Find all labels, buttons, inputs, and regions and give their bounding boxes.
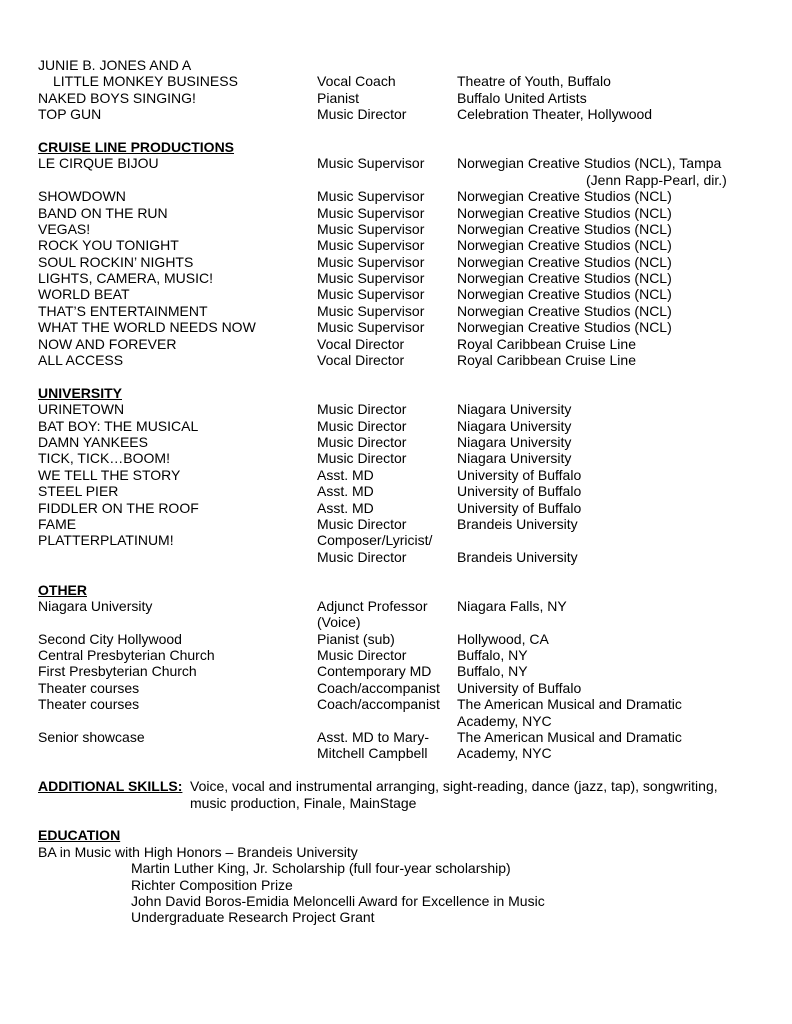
role: Music Supervisor	[317, 188, 425, 205]
role: Vocal Director	[317, 335, 405, 352]
role: Music Supervisor	[317, 319, 425, 336]
role: Pianist	[317, 89, 360, 106]
role: Contemporary MD	[317, 663, 432, 680]
venue: Brandeis University	[457, 515, 578, 532]
credit-row	[38, 303, 758, 319]
show-title: Niagara University	[38, 597, 153, 614]
credit-row	[38, 205, 758, 221]
role: Asst. MD to Mary-	[317, 729, 430, 746]
role: Music Director	[317, 450, 407, 467]
venue: University of Buffalo	[457, 499, 582, 516]
show-title: Theater courses	[38, 679, 140, 696]
credit-row	[38, 713, 758, 729]
role: Music Director	[317, 401, 407, 418]
show-title: PLATTERPLATINUM!	[38, 532, 174, 549]
show-title: TOP GUN	[38, 106, 102, 123]
credit-row	[38, 647, 758, 663]
show-title: First Presbyterian Church	[38, 663, 197, 680]
role: Music Supervisor	[317, 286, 425, 303]
show-title: URINETOWN	[38, 401, 125, 418]
show-title: Second City Hollywood	[38, 630, 182, 647]
role: Music Director	[317, 548, 407, 565]
credit-row	[38, 598, 758, 614]
venue: Academy, NYC	[457, 712, 552, 729]
show-title: ROCK YOU TONIGHT	[38, 237, 179, 254]
venue: Norwegian Creative Studios (NCL)	[457, 253, 672, 270]
honor: Martin Luther King, Jr. Scholarship (full four-year scholarship)	[131, 860, 511, 877]
venue: The American Musical and Dramatic	[457, 729, 682, 746]
venue: Hollywood, CA	[457, 630, 549, 647]
role: Music Supervisor	[317, 270, 425, 287]
venue: Norwegian Creative Studios (NCL), Tampa	[457, 155, 722, 172]
credit-row	[38, 237, 758, 253]
honor: Undergraduate Research Project Grant	[131, 909, 375, 926]
show-title: Theater courses	[38, 696, 140, 713]
role: Music Supervisor	[317, 237, 425, 254]
venue: Niagara University	[457, 417, 572, 434]
degree: BA in Music with High Honors – Brandeis University	[38, 843, 358, 860]
venue: Buffalo, NY	[457, 647, 528, 664]
show-title: LITTLE MONKEY BUSINESS	[53, 73, 238, 90]
resume-page	[38, 57, 758, 926]
credit-row	[38, 401, 758, 417]
role: Music Director	[317, 647, 407, 664]
venue: Norwegian Creative Studios (NCL)	[457, 188, 672, 205]
show-title: FIDDLER ON THE ROOF	[38, 499, 199, 516]
credit-row	[38, 696, 758, 712]
section-heading	[38, 582, 758, 598]
show-title: ALL ACCESS	[38, 352, 124, 369]
credit-row	[38, 106, 758, 122]
role: Music Supervisor	[317, 302, 425, 319]
credit-row	[38, 663, 758, 679]
credit-row	[38, 680, 758, 696]
credit-row	[38, 631, 758, 647]
honor: Richter Composition Prize	[131, 876, 293, 893]
honor: John David Boros-Emidia Meloncelli Award for Excellence in Music	[131, 892, 545, 909]
honor-row	[38, 877, 758, 893]
role: Asst. MD	[317, 499, 374, 516]
venue: Norwegian Creative Studios (NCL)	[457, 286, 672, 303]
honor-row	[38, 909, 758, 925]
show-title: NAKED BOYS SINGING!	[38, 89, 196, 106]
credit-row	[38, 614, 758, 630]
show-title: LIGHTS, CAMERA, MUSIC!	[38, 270, 214, 287]
role: Asst. MD	[317, 466, 374, 483]
venue: Niagara University	[457, 450, 572, 467]
role: Composer/Lyricist/	[317, 532, 433, 549]
role: Vocal Director	[317, 352, 405, 369]
venue: University of Buffalo	[457, 483, 582, 500]
honor-row	[38, 860, 758, 876]
show-title: FAME	[38, 515, 77, 532]
role: (Voice)	[317, 614, 361, 631]
venue: Royal Caribbean Cruise Line	[457, 335, 636, 352]
venue: University of Buffalo	[457, 679, 582, 696]
show-title: WE TELL THE STORY	[38, 466, 181, 483]
credit-row	[38, 434, 758, 450]
role: Coach/accompanist	[317, 679, 440, 696]
credit-row	[38, 73, 758, 89]
venue: Niagara University	[457, 401, 572, 418]
venue: Niagara Falls, NY	[457, 597, 567, 614]
credit-row	[38, 155, 758, 171]
credit-row	[38, 745, 758, 761]
credit-row	[38, 532, 758, 548]
role: Music Director	[317, 515, 407, 532]
credit-row	[38, 254, 758, 270]
credit-row	[38, 286, 758, 302]
venue: Norwegian Creative Studios (NCL)	[457, 319, 672, 336]
show-title: WORLD BEAT	[38, 286, 130, 303]
venue: Norwegian Creative Studios (NCL)	[457, 270, 672, 287]
show-title: VEGAS!	[38, 220, 91, 237]
credit-row	[38, 188, 758, 204]
credit-row	[38, 516, 758, 532]
honor-row	[38, 893, 758, 909]
credit-row	[38, 319, 758, 335]
show-title: SOUL ROCKIN’ NIGHTS	[38, 253, 194, 270]
university-heading: UNIVERSITY	[38, 384, 123, 401]
credit-row	[38, 467, 758, 483]
venue: The American Musical and Dramatic	[457, 696, 682, 713]
venue: Buffalo United Artists	[457, 89, 587, 106]
credit-row	[38, 729, 758, 745]
credit-row	[38, 500, 758, 516]
show-title: JUNIE B. JONES AND A	[38, 57, 192, 73]
role: Pianist (sub)	[317, 630, 395, 647]
show-title: STEEL PIER	[38, 483, 119, 500]
section-heading	[38, 139, 758, 155]
director-credit: (Jenn Rapp-Pearl, dir.)	[586, 171, 727, 188]
other-heading: OTHER	[38, 581, 87, 598]
role: Music Supervisor	[317, 253, 425, 270]
show-title: THAT’S ENTERTAINMENT	[38, 302, 208, 319]
section-heading	[38, 385, 758, 401]
venue: Celebration Theater, Hollywood	[457, 106, 653, 123]
skills-row	[38, 795, 758, 811]
credit-row	[38, 549, 758, 565]
role: Coach/accompanist	[317, 696, 440, 713]
role: Music Director	[317, 417, 407, 434]
show-title: DAMN YANKEES	[38, 433, 148, 450]
show-title: SHOWDOWN	[38, 188, 126, 205]
show-title: WHAT THE WORLD NEEDS NOW	[38, 319, 256, 336]
role: Music Director	[317, 433, 407, 450]
degree-row	[38, 844, 758, 860]
credit-row	[38, 270, 758, 286]
skills-label: ADDITIONAL SKILLS:	[38, 778, 183, 795]
credit-row	[38, 483, 758, 499]
role: Asst. MD	[317, 483, 374, 500]
show-title: Senior showcase	[38, 729, 145, 746]
credit-row	[38, 90, 758, 106]
venue: Niagara University	[457, 433, 572, 450]
credit-row	[38, 336, 758, 352]
venue: Brandeis University	[457, 548, 578, 565]
show-title: LE CIRQUE BIJOU	[38, 155, 159, 172]
show-title: NOW AND FOREVER	[38, 335, 177, 352]
role: Vocal Coach	[317, 73, 396, 90]
role: Music Director	[317, 106, 407, 123]
role: Music Supervisor	[317, 155, 425, 172]
show-title: BAND ON THE RUN	[38, 204, 168, 221]
role: Music Supervisor	[317, 220, 425, 237]
role: Mitchell Campbell	[317, 745, 428, 762]
credit-row	[38, 221, 758, 237]
credit-row	[38, 418, 758, 434]
skills-line: music production, Finale, MainStage	[190, 794, 417, 811]
venue: Norwegian Creative Studios (NCL)	[457, 237, 672, 254]
venue: Royal Caribbean Cruise Line	[457, 352, 636, 369]
skills-row	[38, 778, 758, 794]
venue: Norwegian Creative Studios (NCL)	[457, 220, 672, 237]
venue: Academy, NYC	[457, 745, 552, 762]
venue: Norwegian Creative Studios (NCL)	[457, 302, 672, 319]
show-title: BAT BOY: THE MUSICAL	[38, 417, 199, 434]
credit-row	[38, 57, 758, 73]
venue: Theatre of Youth, Buffalo	[457, 73, 611, 90]
role: Adjunct Professor	[317, 597, 428, 614]
venue: University of Buffalo	[457, 466, 582, 483]
credit-row-continued	[38, 172, 758, 188]
credit-row	[38, 450, 758, 466]
section-heading	[38, 827, 758, 843]
show-title: TICK, TICK…BOOM!	[38, 450, 170, 467]
credit-row	[38, 352, 758, 368]
skills-line: Voice, vocal and instrumental arranging, sight-reading, dance (jazz, tap), songwriting,	[190, 778, 718, 795]
show-title: Central Presbyterian Church	[38, 647, 215, 664]
role: Music Supervisor	[317, 204, 425, 221]
cruise-heading: CRUISE LINE PRODUCTIONS	[38, 138, 235, 155]
venue: Buffalo, NY	[457, 663, 528, 680]
education-heading: EDUCATION	[38, 827, 121, 844]
venue: Norwegian Creative Studios (NCL)	[457, 204, 672, 221]
